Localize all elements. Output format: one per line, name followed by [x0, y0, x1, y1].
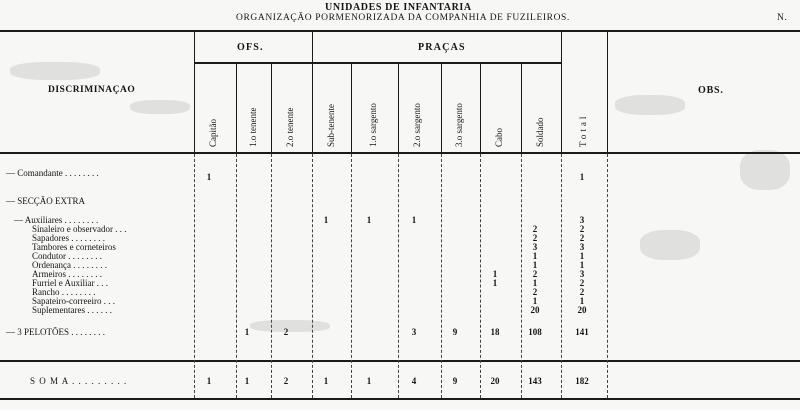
paper-smudge [740, 150, 790, 190]
page-number-mark: N. [777, 13, 788, 23]
table-cell: 9 [452, 327, 458, 337]
table-cell: 1 [366, 215, 372, 225]
row-label-armeiros: Armeiros . . . . . . . . [32, 269, 102, 279]
table-cell: 1 [492, 278, 498, 288]
table-cell: 3 [579, 242, 585, 252]
group-header-rule [194, 62, 562, 64]
col-header-cabo: Cabo [494, 128, 504, 147]
col-header-sub-tenente: Sub-tenente [326, 104, 336, 147]
row-label-soma: S O M A . . . . . . . . . [30, 376, 128, 386]
table-cell: 3 [532, 242, 538, 252]
table-cell: 2 [579, 287, 585, 297]
table-cell: 1 [532, 296, 538, 306]
table-cell: 1 [366, 376, 372, 386]
col-header-total: Total [578, 113, 588, 147]
table-cell: 1 [579, 172, 585, 182]
group-pracas-header: PRAÇAS [418, 42, 466, 53]
obs-header: OBS. [698, 85, 724, 96]
row-label-sapateiro: Sapateiro-correeiro . . . [32, 296, 115, 306]
table-cell: 20 [577, 305, 587, 315]
col-header-1o-tenente: 1.o tenente [248, 107, 258, 147]
table-cell: 2 [579, 278, 585, 288]
page-subtitle: ORGANIZAÇÃO PORMENORIZADA DA COMPANHIA DE FUZILEIROS. [236, 13, 570, 23]
row-label-tambores: Tambores e corneteiros [32, 242, 116, 252]
paper-smudge [615, 95, 685, 115]
col-header-2o-tenente: 2.o tenente [285, 107, 295, 147]
table-cell: 3 [579, 269, 585, 279]
row-label-condutor: Condutor . . . . . . . . [32, 251, 103, 261]
table-cell: 1 [206, 376, 212, 386]
col-header-2o-sargento: 2.o sargento [412, 103, 422, 147]
table-cell: 2 [532, 224, 538, 234]
paper-smudge [10, 62, 100, 80]
table-cell: 1 [579, 296, 585, 306]
table-cell: 1 [244, 376, 250, 386]
row-label-auxiliares: — Auxiliares . . . . . . . . [14, 215, 99, 225]
paper-smudge [130, 100, 190, 114]
row-label-suplementares: Suplementares . . . . . . [32, 305, 112, 315]
table-cell: 2 [579, 233, 585, 243]
table-cell: 18 [490, 327, 500, 337]
table-cell: 141 [575, 327, 589, 337]
discriminacao-header: DISCRIMINAÇAO [48, 85, 136, 95]
table-cell: 1 [532, 278, 538, 288]
table-cell: 1 [492, 269, 498, 279]
table-cell: 1 [532, 251, 538, 261]
row-label-rancho: Rancho . . . . . . . . [32, 287, 96, 297]
row-label-ordenanca: Ordenança . . . . . . . . [32, 260, 107, 270]
col-header-soldado: Soldado [535, 117, 545, 147]
table-cell: 2 [283, 376, 289, 386]
table-cell: 3 [411, 327, 417, 337]
row-label-sapadores: Sapadores . . . . . . . . [32, 233, 105, 243]
group-ofs-header: OFS. [237, 42, 264, 53]
table-cell: 1 [206, 172, 212, 182]
table-cell: 20 [530, 305, 540, 315]
table-cell: 4 [411, 376, 417, 386]
table-bottom-rule [0, 398, 800, 400]
row-label-furriel: Furriel e Auxiliar . . . [32, 278, 108, 288]
page-title: UNIDADES DE INFANTARIA [325, 2, 472, 13]
table-cell: 108 [528, 327, 542, 337]
row-label-comandante: — Comandante . . . . . . . . [6, 168, 99, 178]
table-cell: 1 [323, 376, 329, 386]
table-cell: 1 [411, 215, 417, 225]
row-label-3-pelotoes: — 3 PELOTÕES . . . . . . . . [6, 327, 105, 337]
table-top-rule [0, 30, 800, 32]
table-cell: 2 [532, 269, 538, 279]
paper-smudge [640, 230, 700, 260]
table-cell: 20 [490, 376, 500, 386]
table-cell: 3 [579, 215, 585, 225]
table-cell: 1 [579, 260, 585, 270]
row-label-seccao-extra: — SECÇÃO EXTRA [6, 196, 86, 206]
table-cell: 1 [244, 327, 250, 337]
header-bottom-rule [0, 152, 800, 154]
table-cell: 2 [532, 233, 538, 243]
row-label-sinaleiro: Sinaleiro e observador . . . [32, 224, 127, 234]
table-cell: 182 [575, 376, 589, 386]
col-header-1o-sargento: 1.o sargento [368, 103, 378, 147]
soma-top-rule [0, 360, 800, 362]
table-cell: 143 [528, 376, 542, 386]
table-cell: 2 [283, 327, 289, 337]
table-cell: 1 [579, 251, 585, 261]
table-cell: 1 [532, 260, 538, 270]
col-header-3o-sargento: 3.o sargento [454, 103, 464, 147]
table-cell: 2 [579, 224, 585, 234]
table-cell: 1 [323, 215, 329, 225]
col-header-capitao: Capitão [208, 119, 218, 147]
table-cell: 2 [532, 287, 538, 297]
table-cell: 9 [452, 376, 458, 386]
